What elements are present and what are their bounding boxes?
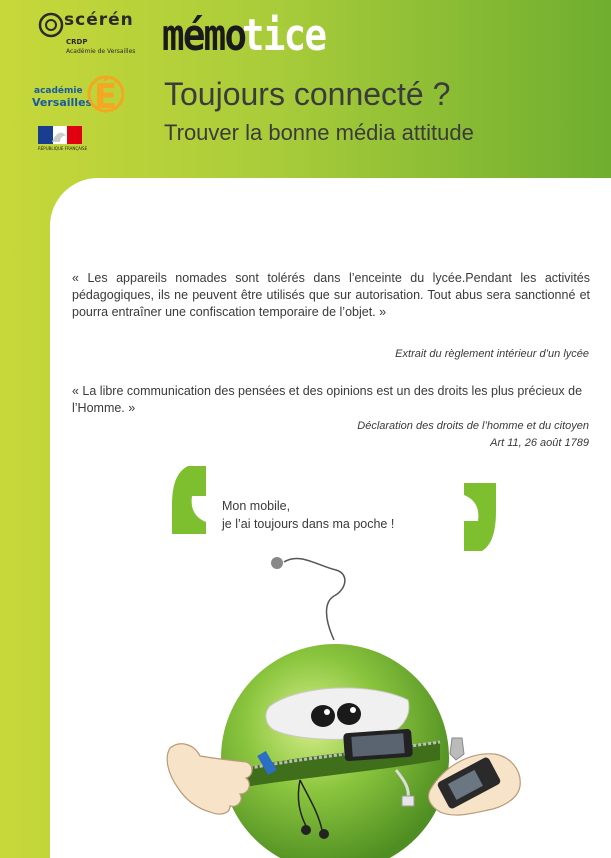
academie-word: académie [34,86,83,96]
marianne-flag-icon [38,126,82,144]
crdp-label: CRDP [66,38,88,46]
sceren-logo [38,10,136,60]
versailles-word: Versailles [32,96,93,109]
header [0,0,611,178]
page-title: Toujours connecté ? [164,76,451,112]
republique-text: RÉPUBLIQUE FRANÇAISE [38,146,88,151]
speech-bubble-text [222,497,394,533]
series-word-memo: mémo [162,10,246,61]
quote-declaration-source-line2: Art 11, 26 août 1789 [490,437,589,449]
republique-francaise-logo [38,126,86,158]
quote-reglement-source: Extrait du règlement intérieur d’un lycée [395,348,589,360]
sceren-wordmark: scérén [64,10,134,30]
speech-line-1: Mon mobile, [222,499,291,513]
academie-e-icon [84,66,124,114]
sceren-swirl-icon [38,12,64,38]
crdp-sublabel: Académie de Versailles [66,48,136,55]
quote-declaration-source-line1: Déclaration des droits de l’homme et du citoyen [357,420,589,432]
page-subtitle: Trouver la bonne média attitude [164,120,474,145]
quote-declaration: « La libre communication des pensées et des opinions est un des droits les plus précieux de l’Homme. » [72,384,583,415]
svg-text:É: É [94,77,118,114]
series-word-tice: tice [241,10,326,61]
speech-line-2: je l’ai toujours dans ma poche ! [222,517,395,531]
series-title [162,10,340,60]
quote-reglement: « Les appareils nomades sont tolérés dans l’enceinte du lycée.Pendant les activités pédagogiques, ils ne peuvent être utilisés que sur autorisation. Tout abus sera sanctionné et pourra entraîner une confiscation temporaire de l’objet. » [72,271,590,319]
academie-versailles-logo [32,66,124,126]
quote-declaration-source [357,418,589,452]
